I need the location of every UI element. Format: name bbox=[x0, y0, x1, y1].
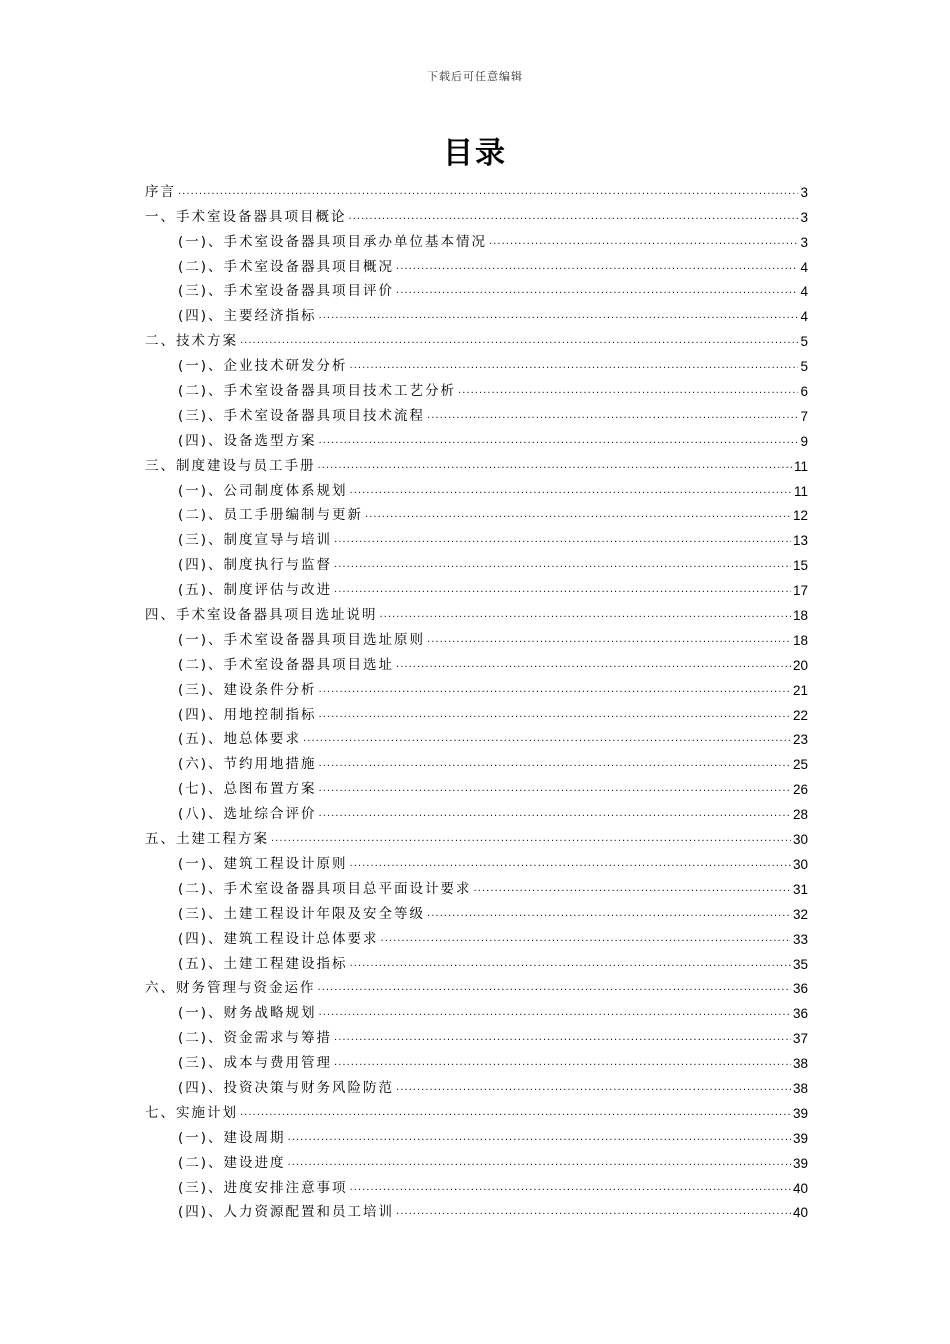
toc-entry[interactable] bbox=[145, 897, 808, 922]
toc-entry-page-number: 3 bbox=[800, 184, 808, 200]
page-title: 目录 bbox=[443, 136, 507, 171]
toc-entry-label: (五)、地总体要求 bbox=[178, 731, 302, 748]
toc-entry[interactable] bbox=[145, 499, 808, 524]
toc-entry[interactable] bbox=[145, 548, 808, 573]
toc-entry-page-number: 39 bbox=[792, 1155, 808, 1171]
toc-entry-label: (三)、手术室设备器具项目评价 bbox=[178, 283, 395, 300]
toc-entry[interactable] bbox=[145, 250, 808, 275]
toc-dot-leader bbox=[396, 659, 791, 670]
toc-dot-leader bbox=[334, 559, 791, 570]
toc-entry-label: (二)、手术室设备器具项目概况 bbox=[178, 258, 395, 275]
toc-entry-label: (一)、公司制度体系规划 bbox=[178, 482, 348, 499]
toc-dot-leader bbox=[380, 609, 791, 620]
toc-entry-label: (四)、设备选型方案 bbox=[178, 432, 317, 449]
toc-entry-page-number: 9 bbox=[800, 433, 808, 449]
toc-entry-label: (一)、建筑工程设计原则 bbox=[178, 855, 348, 872]
toc-entry-page-number: 12 bbox=[792, 508, 808, 524]
toc-entry-label: (二)、手术室设备器具项目总平面设计要求 bbox=[178, 880, 472, 897]
toc-entry-label: (二)、资金需求与筹措 bbox=[178, 1030, 333, 1047]
toc-dot-leader bbox=[396, 285, 798, 296]
toc-entry-label: (一)、手术室设备器具项目承办单位基本情况 bbox=[178, 233, 488, 250]
toc-entry-label: (五)、制度评估与改进 bbox=[178, 582, 333, 599]
toc-entry-page-number: 11 bbox=[793, 483, 808, 499]
toc-entry[interactable] bbox=[145, 275, 808, 300]
toc-entry-page-number: 23 bbox=[792, 732, 808, 748]
toc-entry-label: (二)、手术室设备器具项目选址 bbox=[178, 656, 395, 673]
toc-dot-leader bbox=[350, 958, 791, 969]
toc-entry-label: 二、技术方案 bbox=[145, 333, 238, 350]
toc-dot-leader bbox=[427, 410, 798, 421]
toc-entry-label: (七)、总图布置方案 bbox=[178, 781, 317, 798]
toc-entry-page-number: 3 bbox=[800, 209, 808, 225]
toc-dot-leader bbox=[318, 460, 792, 471]
toc-entry-page-number: 11 bbox=[793, 458, 808, 474]
toc-entry-page-number: 32 bbox=[792, 906, 808, 922]
toc-dot-leader bbox=[319, 709, 791, 720]
table-of-contents bbox=[145, 175, 808, 1220]
toc-dot-leader bbox=[178, 186, 798, 197]
toc-entry-page-number: 36 bbox=[792, 981, 808, 997]
toc-entry-page-number: 40 bbox=[792, 1180, 808, 1196]
toc-entry[interactable] bbox=[145, 1021, 808, 1046]
toc-entry-label: (四)、人力资源配置和员工培训 bbox=[178, 1204, 395, 1221]
toc-entry-label: (三)、进度安排注意事项 bbox=[178, 1179, 348, 1196]
toc-dot-leader bbox=[474, 883, 791, 894]
toc-entry[interactable] bbox=[145, 947, 808, 972]
toc-entry-page-number: 39 bbox=[792, 1130, 808, 1146]
toc-entry-page-number: 31 bbox=[792, 881, 808, 897]
toc-entry-page-number: 38 bbox=[792, 1080, 808, 1096]
toc-entry-label: (四)、制度执行与监督 bbox=[178, 557, 333, 574]
toc-entry[interactable] bbox=[145, 349, 808, 374]
toc-dot-leader bbox=[271, 833, 791, 844]
toc-entry-page-number: 17 bbox=[792, 583, 808, 599]
toc-dot-leader bbox=[334, 1032, 791, 1043]
toc-entry-page-number: 37 bbox=[792, 1031, 808, 1047]
toc-dot-leader bbox=[381, 933, 791, 944]
toc-entry[interactable] bbox=[145, 175, 808, 200]
toc-entry[interactable] bbox=[145, 847, 808, 872]
toc-entry[interactable] bbox=[145, 922, 808, 947]
toc-dot-leader bbox=[458, 385, 798, 396]
toc-entry[interactable] bbox=[145, 598, 808, 623]
toc-entry[interactable] bbox=[145, 523, 808, 548]
toc-dot-leader bbox=[334, 534, 791, 545]
toc-entry-page-number: 21 bbox=[792, 682, 808, 698]
toc-dot-leader bbox=[319, 783, 791, 794]
toc-entry-page-number: 6 bbox=[800, 384, 808, 400]
toc-entry-label: (四)、建筑工程设计总体要求 bbox=[178, 930, 379, 947]
toc-entry-label: 五、土建工程方案 bbox=[145, 831, 269, 848]
toc-entry[interactable] bbox=[145, 299, 808, 324]
toc-dot-leader bbox=[350, 360, 799, 371]
toc-entry-page-number: 15 bbox=[792, 558, 808, 574]
toc-entry[interactable] bbox=[145, 772, 808, 797]
toc-entry[interactable] bbox=[145, 648, 808, 673]
toc-entry[interactable] bbox=[145, 872, 808, 897]
toc-entry-label: 六、财务管理与资金运作 bbox=[145, 980, 316, 997]
toc-entry-label: (四)、用地控制指标 bbox=[178, 706, 317, 723]
toc-entry-label: 三、制度建设与员工手册 bbox=[145, 457, 316, 474]
toc-entry[interactable] bbox=[145, 698, 808, 723]
toc-entry-page-number: 30 bbox=[792, 856, 808, 872]
toc-entry-label: (三)、手术室设备器具项目技术流程 bbox=[178, 407, 426, 424]
toc-entry-page-number: 26 bbox=[792, 782, 808, 798]
toc-entry[interactable] bbox=[145, 573, 808, 598]
toc-entry-page-number: 5 bbox=[800, 334, 808, 350]
toc-entry-page-number: 30 bbox=[792, 832, 808, 848]
toc-entry-page-number: 3 bbox=[800, 234, 808, 250]
toc-dot-leader bbox=[396, 1206, 791, 1217]
page-header: 下载后可任意编辑 bbox=[427, 70, 523, 83]
toc-entry-page-number: 36 bbox=[792, 1006, 808, 1022]
toc-dot-leader bbox=[350, 485, 792, 496]
toc-entry-page-number: 25 bbox=[792, 757, 808, 773]
toc-entry[interactable] bbox=[145, 747, 808, 772]
toc-dot-leader bbox=[319, 1007, 791, 1018]
toc-entry-label: 四、手术室设备器具项目选址说明 bbox=[145, 607, 378, 624]
toc-entry-page-number: 20 bbox=[792, 657, 808, 673]
toc-entry-page-number: 7 bbox=[800, 408, 808, 424]
toc-entry-label: (二)、员工手册编制与更新 bbox=[178, 507, 364, 524]
toc-dot-leader bbox=[334, 1057, 791, 1068]
toc-entry-label: (四)、投资决策与财务风险防范 bbox=[178, 1079, 395, 1096]
toc-entry-label: (五)、土建工程建设指标 bbox=[178, 955, 348, 972]
toc-entry[interactable] bbox=[145, 424, 808, 449]
toc-entry[interactable] bbox=[145, 449, 808, 474]
toc-entry-page-number: 18 bbox=[792, 608, 808, 624]
toc-entry-label: (八)、选址综合评价 bbox=[178, 806, 317, 823]
toc-entry-label: (四)、主要经济指标 bbox=[178, 308, 317, 325]
toc-entry-page-number: 38 bbox=[792, 1056, 808, 1072]
toc-dot-leader bbox=[349, 211, 799, 222]
toc-entry-page-number: 28 bbox=[792, 807, 808, 823]
toc-entry[interactable] bbox=[145, 374, 808, 399]
toc-entry[interactable] bbox=[145, 1121, 808, 1146]
toc-entry[interactable] bbox=[145, 623, 808, 648]
toc-entry-label: (一)、企业技术研发分析 bbox=[178, 358, 348, 375]
toc-entry[interactable] bbox=[145, 399, 808, 424]
toc-dot-leader bbox=[319, 435, 799, 446]
toc-entry[interactable] bbox=[145, 1071, 808, 1096]
toc-entry[interactable] bbox=[145, 200, 808, 225]
toc-entry-page-number: 40 bbox=[792, 1205, 808, 1221]
toc-dot-leader bbox=[489, 236, 798, 247]
toc-entry[interactable] bbox=[145, 822, 808, 847]
toc-entry-label: (三)、建设条件分析 bbox=[178, 681, 317, 698]
toc-entry-label: 七、实施计划 bbox=[145, 1104, 238, 1121]
toc-dot-leader bbox=[427, 908, 791, 919]
toc-entry[interactable] bbox=[145, 1171, 808, 1196]
toc-entry-page-number: 22 bbox=[792, 707, 808, 723]
toc-entry[interactable] bbox=[145, 225, 808, 250]
toc-entry[interactable] bbox=[145, 797, 808, 822]
toc-dot-leader bbox=[396, 261, 798, 272]
toc-entry-page-number: 35 bbox=[792, 956, 808, 972]
toc-entry[interactable] bbox=[145, 996, 808, 1021]
toc-entry[interactable] bbox=[145, 1146, 808, 1171]
toc-entry-label: (三)、成本与费用管理 bbox=[178, 1055, 333, 1072]
toc-dot-leader bbox=[318, 982, 791, 993]
toc-dot-leader bbox=[240, 1107, 791, 1118]
toc-dot-leader bbox=[350, 858, 791, 869]
toc-dot-leader bbox=[350, 1182, 791, 1193]
toc-dot-leader bbox=[288, 1132, 791, 1143]
toc-dot-leader bbox=[396, 1082, 791, 1093]
toc-entry-label: (二)、手术室设备器具项目技术工艺分析 bbox=[178, 383, 457, 400]
toc-entry-label: (一)、手术室设备器具项目选址原则 bbox=[178, 631, 426, 648]
toc-entry[interactable] bbox=[145, 474, 808, 499]
toc-dot-leader bbox=[303, 733, 791, 744]
toc-dot-leader bbox=[288, 1157, 791, 1168]
toc-dot-leader bbox=[334, 584, 791, 595]
toc-entry-page-number: 39 bbox=[792, 1105, 808, 1121]
toc-dot-leader bbox=[319, 684, 791, 695]
toc-entry-page-number: 33 bbox=[792, 931, 808, 947]
toc-entry-label: 一、手术室设备器具项目概论 bbox=[145, 208, 347, 225]
toc-entry-page-number: 5 bbox=[800, 359, 808, 375]
toc-entry-label: (一)、财务战略规划 bbox=[178, 1005, 317, 1022]
toc-dot-leader bbox=[365, 509, 791, 520]
toc-dot-leader bbox=[319, 310, 799, 321]
toc-entry-page-number: 4 bbox=[800, 284, 808, 300]
toc-dot-leader bbox=[319, 808, 791, 819]
toc-entry-page-number: 13 bbox=[792, 533, 808, 549]
toc-dot-leader bbox=[240, 335, 798, 346]
toc-entry-label: (二)、建设进度 bbox=[178, 1154, 286, 1171]
toc-entry-label: (三)、土建工程设计年限及安全等级 bbox=[178, 905, 426, 922]
toc-entry-label: (一)、建设周期 bbox=[178, 1129, 286, 1146]
toc-entry[interactable] bbox=[145, 324, 808, 349]
toc-entry[interactable] bbox=[145, 723, 808, 748]
toc-entry-label: 序言 bbox=[145, 183, 176, 200]
toc-entry[interactable] bbox=[145, 972, 808, 997]
toc-entry-page-number: 18 bbox=[792, 632, 808, 648]
toc-dot-leader bbox=[319, 758, 791, 769]
toc-entry-page-number: 4 bbox=[800, 309, 808, 325]
toc-entry[interactable] bbox=[145, 1096, 808, 1121]
toc-entry[interactable] bbox=[145, 673, 808, 698]
toc-entry-label: (三)、制度宣导与培训 bbox=[178, 532, 333, 549]
toc-dot-leader bbox=[427, 634, 791, 645]
toc-entry[interactable] bbox=[145, 1046, 808, 1071]
toc-entry-label: (六)、节约用地措施 bbox=[178, 756, 317, 773]
toc-entry[interactable] bbox=[145, 1196, 808, 1221]
toc-entry-page-number: 4 bbox=[800, 259, 808, 275]
